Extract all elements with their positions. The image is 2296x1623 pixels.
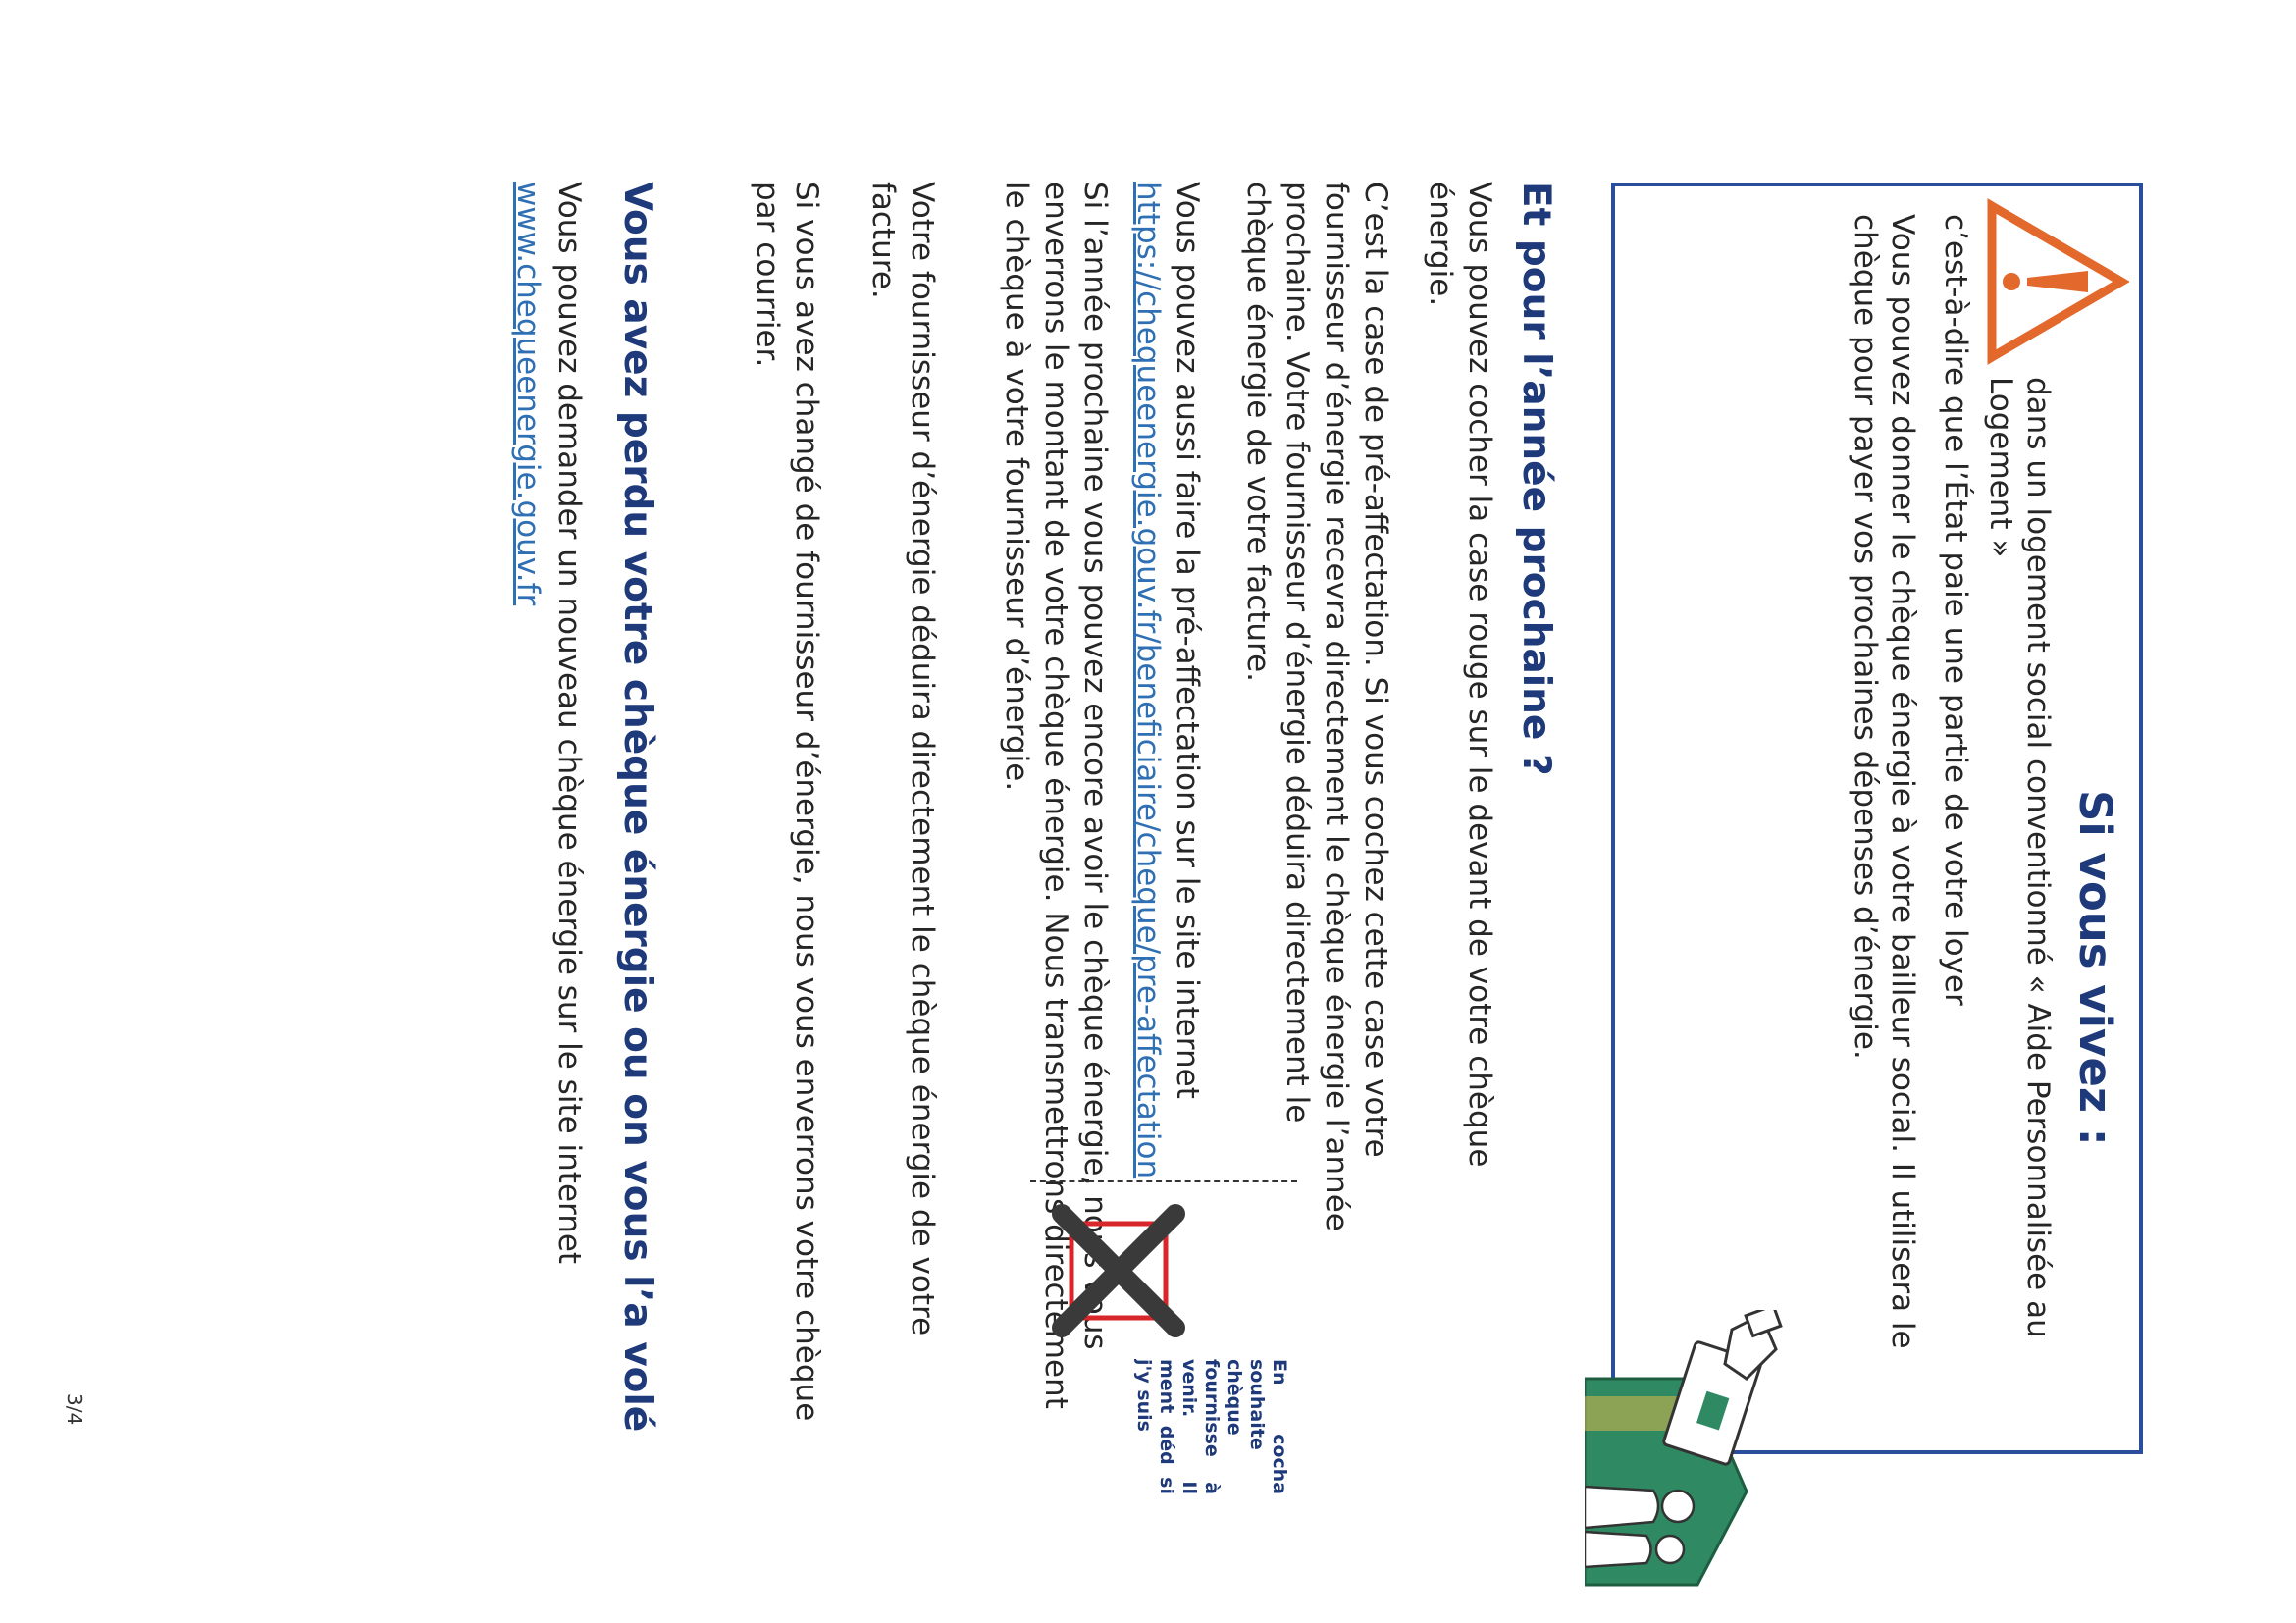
sidebar-note-text: En cocha souhaite chèque fournisse à venir. Il ment déd si j'y suis (1133, 1359, 1290, 1494)
section-title-lost-cheque: Vous avez perdu votre chèque énergie ou on vous l’a volé (615, 182, 659, 1433)
warning-triangle-icon (1982, 198, 2129, 365)
warning-explanation-text: c’est-à-dire que l’État paie une partie de votre loyer (1938, 214, 1973, 1006)
paragraph-check-box: Vous pouvez cocher la case rouge sur le devant de votre chèque énergie. (1423, 182, 1497, 1168)
paragraph-deduction: Votre fournisseur d’énergie déduira directement le chèque énergie de votre facture. (865, 182, 940, 1336)
section-title-next-year: Et pour l’année prochaine ? (1514, 182, 1558, 776)
page-number: 3/4 (63, 1393, 86, 1426)
warning-box (1611, 183, 2143, 1454)
warning-advice-text: Vous pouvez donner le chèque énergie à votre bailleur social. Il utilisera le chèque pour payer vos prochaines dépenses d’énergie. (1848, 214, 1920, 1349)
pre-affectation-intro: Vous pouvez aussi faire la pré-affectation sur le site internet (1170, 182, 1205, 1099)
warning-title: Si vous vivez : (2069, 790, 2121, 1146)
paragraph-new-cheque: Vous pouvez demander un nouveau chèque énergie sur le site internet (551, 182, 587, 1265)
cheque-energie-website-link[interactable]: www.chequeenergie.gouv.fr (510, 182, 546, 606)
crossed-checkbox-icon (1050, 1202, 1187, 1339)
paragraph-pre-affectation: C’est la case de pré-affectation. Si vous cochez cette case votre fournisseur d’énergie recevra directement le chèque énergie l’année prochaine. Votre fournisseur d’énergie déduira directement le chèque énergie de votre facture. (1240, 182, 1393, 1231)
paragraph-supplier-change: Si vous avez changé de fournisseur d’énergie, nous vous enverrons votre chèque par courrier. (750, 182, 824, 1422)
tenant-house-illustration (1585, 1310, 1786, 1595)
paragraph-pre-affectation-online (1128, 182, 1207, 1241)
paragraph-next-year-amount: Si l’année prochaine vous pouvez encore avoir le chèque énergie, nous vous enverrons le montant de votre chèque énergie. Nous transmettrons directement le chèque à votre fournisseur d’énergie. (999, 182, 1113, 1409)
pre-affectation-link[interactable]: https://chequeenergie.gouv.fr/beneficiaire/cheque/pre-affectation (1130, 182, 1166, 1179)
sidebar-divider (1030, 1180, 1297, 1182)
warning-condition-text: dans un logement social conventionné « Aide Personnalisée au Logement » (1983, 377, 2056, 1338)
